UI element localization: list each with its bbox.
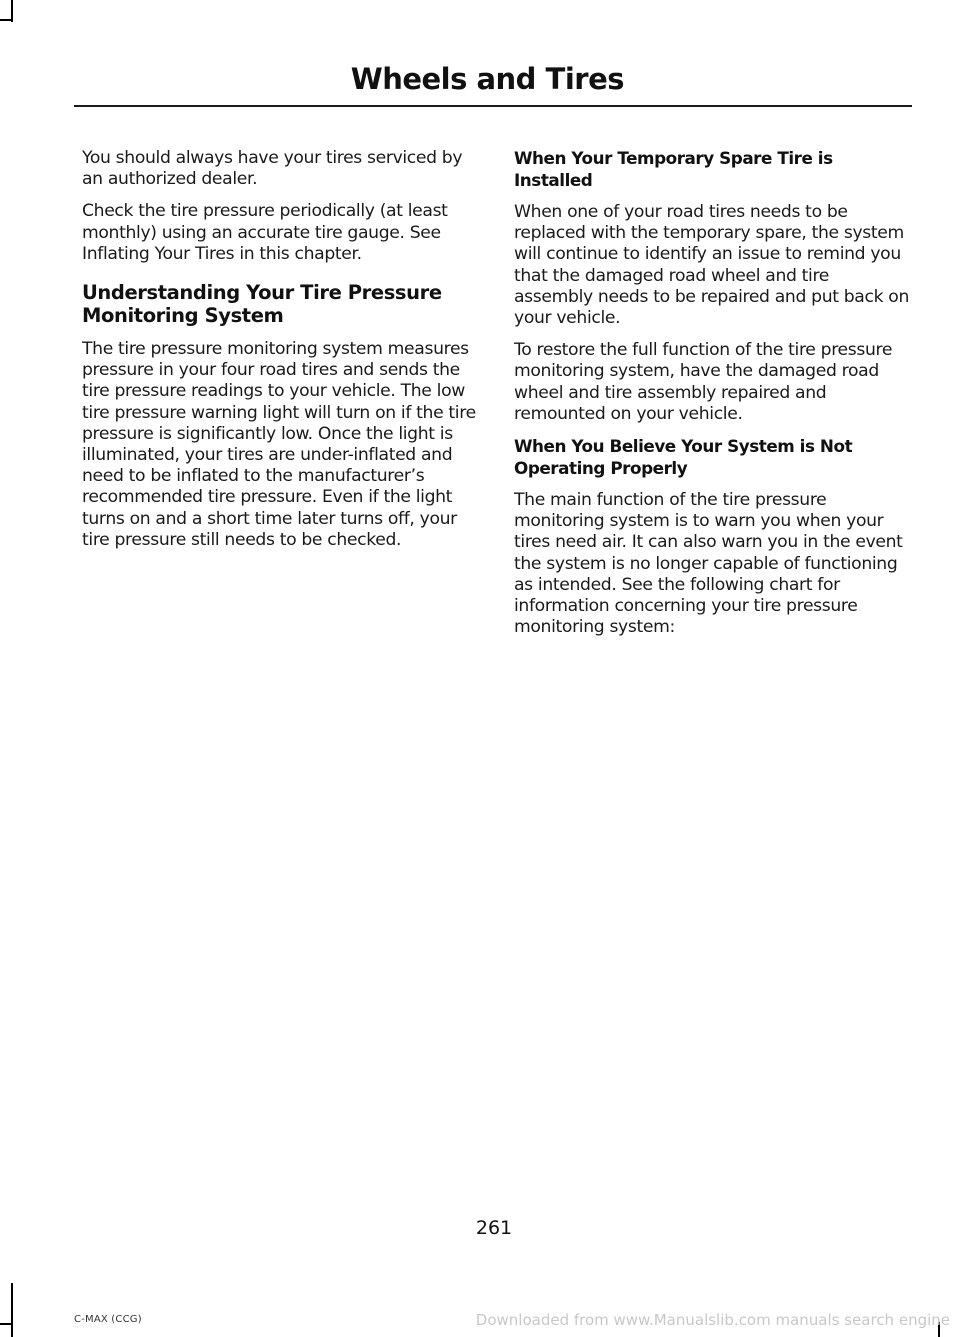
header-rule xyxy=(74,105,912,107)
paragraph-restore-function: To restore the full function of the tire pressure monitoring system, have the damaged road wheel and tire assembly repaired and remounted on your vehicle. xyxy=(514,340,893,424)
footer-model-code: C-MAX (CCG) xyxy=(74,1314,142,1325)
crop-mark-bottom-left-horizontal xyxy=(0,1323,13,1325)
right-column xyxy=(514,148,910,649)
crop-mark-top-left-horizontal xyxy=(0,19,13,21)
paragraph-check-pressure: Check the tire pressure periodically (at least monthly) using an accurate tire gauge. See Inflating Your Tires in this chapter. xyxy=(82,201,448,264)
page-number: 261 xyxy=(475,1217,513,1239)
heading-understanding-tpms: Understanding Your Tire Pressure Monitoring System xyxy=(82,281,442,327)
paragraph-spare-installed: When one of your road tires needs to be replaced with the temporary spare, the system will continue to identify an issue to remind you that the damaged road wheel and tire assembly needs to be repaired and put back on your vehicle. xyxy=(514,202,910,329)
paragraph-tpms-description: The tire pressure monitoring system measures pressure in your four road tires and sends the tire pressure readings to your vehicle. The low tire pressure warning light will turn on if the tire pressure is significantly low. Once the light is illuminated, your tires are under-inflated and need to be inflated to the manufacturer’s recommended tire pressure. Even if the light turns on and a short time later turns off, your tire pressure still needs to be checked. xyxy=(82,339,476,550)
crop-mark-bottom-left-vertical xyxy=(11,1283,13,1337)
watermark-text: Downloaded from www.Manualslib.com manuals search engine xyxy=(475,1311,950,1329)
section-title: Wheels and Tires xyxy=(350,62,624,96)
paragraph-main-function: The main function of the tire pressure monitoring system is to warn you when your tires need air. It can also warn you in the event the system is no longer capable of functioning as intended. See the following chart for information concerning your tire pressure monitoring system: xyxy=(514,490,903,638)
heading-temporary-spare: When Your Temporary Spare Tire is Installed xyxy=(514,148,833,190)
heading-system-not-operating: When You Believe Your System is Not Operating Properly xyxy=(514,436,853,478)
left-column xyxy=(82,148,478,562)
paragraph-service-dealer: You should always have your tires serviced by an authorized dealer. xyxy=(82,148,463,190)
